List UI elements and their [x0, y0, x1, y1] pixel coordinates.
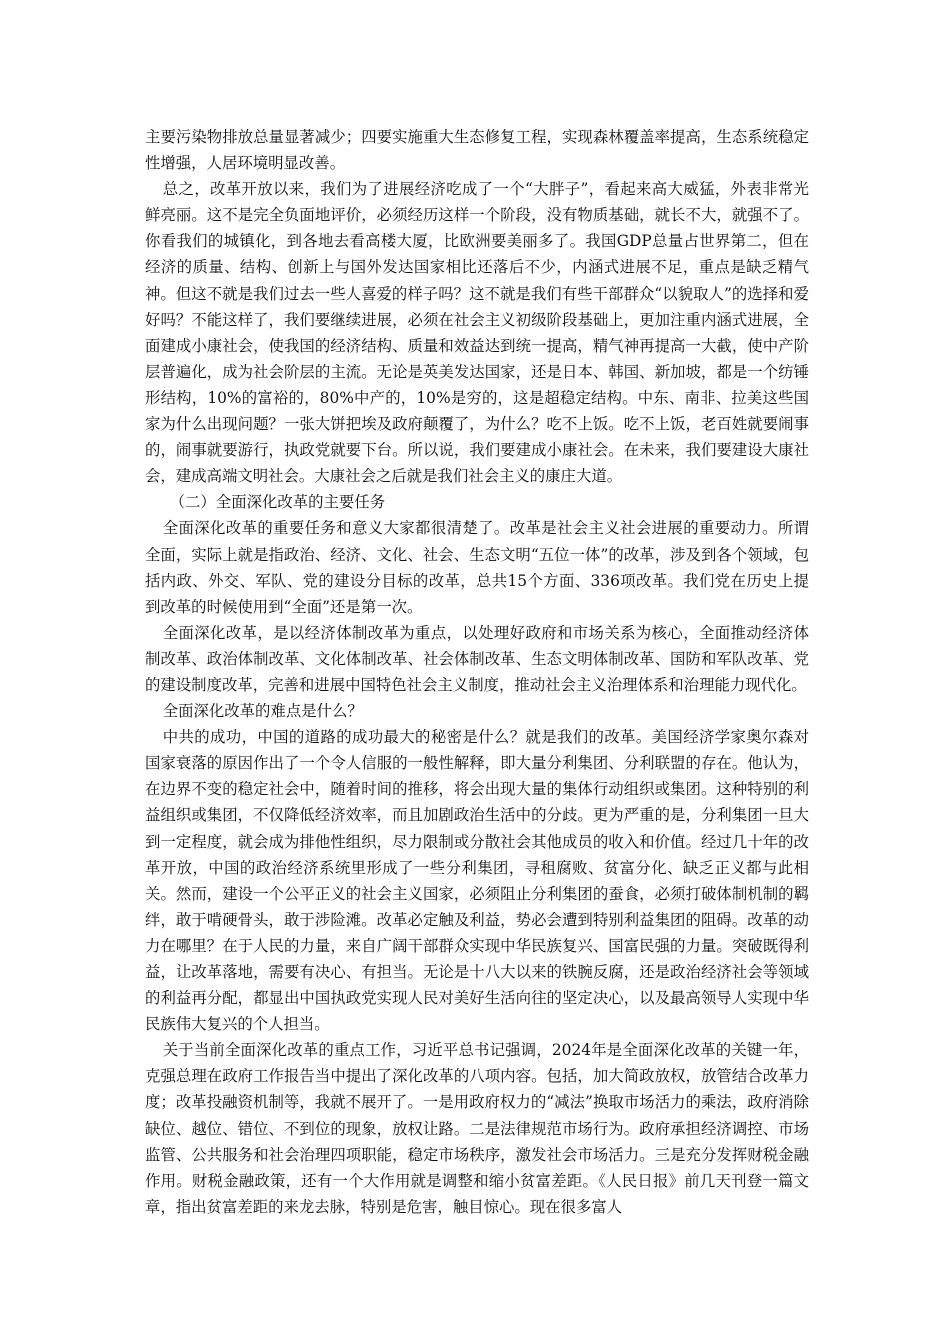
paragraph-interest-groups: 中共的成功，中国的道路的成功最大的秘密是什么？就是我们的改革。美国经济学家奥尔森对国家衰落的原因作出了一个令人信服的一般性解释，即大量分利集团、分利联盟的存在。他认为，在边界不变的稳定社会中，随着时间的推移，将会出现大量的集体行动组织或集团。这种特别的利益组织或集团，不仅降低经济效率，而且加剧政治生活中的分歧。更为严重的是，分利集团一旦大到一定程度，就会成为排他性组织，尽力限制或分散社会其他成员的收入和价值。经过几十年的改革开放，中国的政治经济系统里形成了一些分利集团，寻租腐败、贫富分化、缺乏正义都与此相关。然而，建设一个公平正义的社会主义国家，必须阻止分利集团的蚕食，必须打破体制机制的羁绊，敢于啃硬骨头，敢于涉险滩。改革必定触及利益，势必会遭到特别利益集团的阻碍。改革的动力在哪里？在于人民的力量，来自广阔干部群众实现中华民族复兴、国富民强的力量。突破既得利益，让改革落地，需要有决心、有担当。无论是十八大以来的铁腕反腐，还是政治经济社会等领域的利益再分配，都显出中国执政党实现人民对美好生活向往的坚定决心，以及最高领导人实现中华民族伟大复兴的个人担当。 [145, 728, 809, 1034]
paragraph-deepening: 全面深化改革，是以经济体制改革为重点，以处理好政府和市场关系为核心，全面推动经济体制改革、政治体制改革、文化体制改革、社会体制改革、生态文明体制改革、国防和军队改革、党的建设制度改革，完善和进展中国特色社会主义制度，推动社会主义治理体系和治理能力现代化。 [145, 623, 809, 694]
paragraph-summary: 总之，改革开放以来，我们为了进展经济吃成了一个“大胖子”，看起来高大威猛，外表非常光鲜亮丽。这不是完全负面地评价，必须经历这样一个阶段，没有物质基础，就长不大，就强不了。你看我们的城镇化，到各地去看高楼大厦，比欧洲要美丽多了。我国GDP总量占世界第二，但在经济的质量、结构、创新上与国外发达国家相比还落后不少，内涵式进展不足，重点是缺乏精气神。但这不就是我们过去一些人喜爱的样子吗？这不就是我们有些干部群众“以貌取人”的选择和爱好吗？不能这样了，我们要继续进展，必须在社会主义初级阶段基础上，更加注重内涵式进展，全面建成小康社会，使我国的经济结构、质量和效益达到统一提高，精气神再提高一大截，使中产阶层普遍化，成为社会阶层的主流。无论是英美发达国家，还是日本、韩国、新加坡，都是一个纺锤形结构，10%的富裕的，80%中产的，10%是穷的，这是超稳定结构。中东、南非、拉美这些国家为什么出现问题？一张大饼把埃及政府颠覆了，为什么？吃不上饭。吃不上饭，老百姓就要闹事的，闹事就要游行，执政党就要下台。所以说，我们要建成小康社会。在未来，我们要建设大康社会，建成高端文明社会。大康社会之后就是我们社会主义的康庄大道。 [145, 180, 809, 486]
section-heading: （二）全面深化改革的主要任务 [169, 493, 386, 512]
paragraph-key-work: 关于当前全面深化改革的重点工作，习近平总书记强调，2024年是全面深化改革的关键一年，克强总理在政府工作报告当中提出了深化改革的八项内容。包括，加大简政放权，放管结合改革力度；改革投融资机制等，我就不展开了。一是用政府权力的“减法”换取市场活力的乘法，政府消除缺位、越位、错位、不到位的现象，放权让路。二是法律规范市场行为。政府承担经济调控、市场监管、公共服务和社会治理四项职能，稳定市场秩序，激发社会市场活力。三是充分发挥财税金融作用。财税金融政策，还有一个大作用就是调整和缩小贫富差距。《人民日报》前几天刊登一篇文章，指出贫富差距的来龙去脉，特别是危害，触目惊心。现在很多富人 [145, 1041, 809, 1216]
paragraph-continuation: 主要污染物排放总量显著减少；四要实施重大生态修复工程，实现森林覆盖率提高，生态系统稳定性增强，人居环境明显改善。 [145, 128, 809, 173]
paragraph-difficulty-question: 全面深化改革的难点是什么？ [162, 702, 363, 721]
document-page [145, 124, 809, 1220]
paragraph-tasks: 全面深化改革的重要任务和意义大家都很清楚了。改革是社会主义社会进展的重要动力。所谓全面，实际上就是指政治、经济、文化、社会、生态文明“五位一体”的改革，涉及到各个领域，包括内政、外交、军队、党的建设分目标的改革，总共15个方面、336项改革。我们党在历史上提到改革的时候使用到“全面”还是第一次。 [145, 519, 809, 616]
